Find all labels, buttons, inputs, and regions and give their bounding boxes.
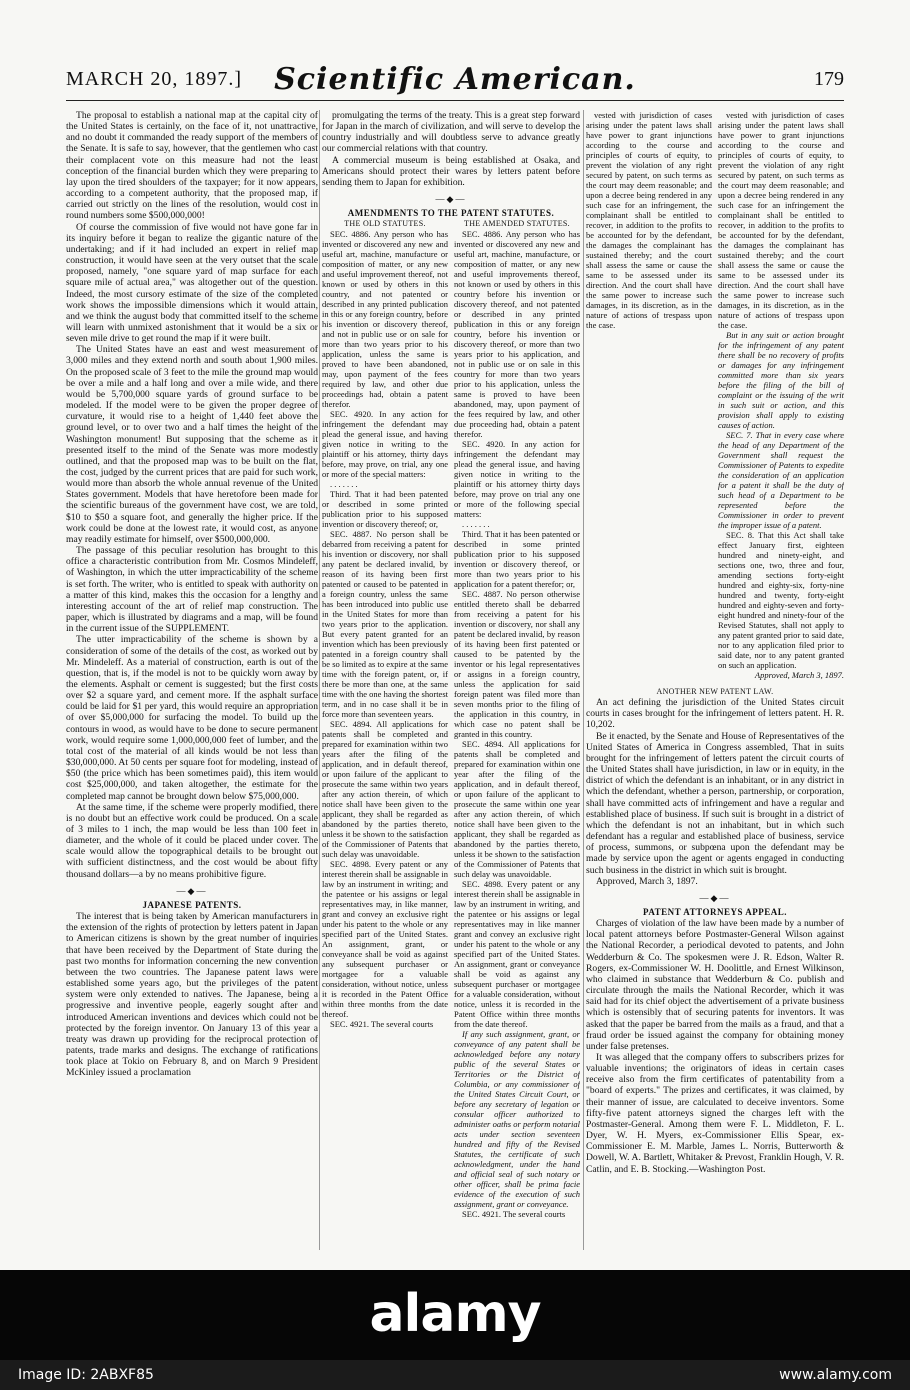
paragraph: Approved, March 3, 1897. xyxy=(596,875,698,887)
old-statutes-heading: THE OLD STATUTES. xyxy=(344,219,426,229)
image-id-label: Image ID: 2ABXF85 xyxy=(18,1367,154,1383)
amended-statutes-heading: THE AMENDED STATUTES. xyxy=(464,219,570,229)
statute-paragraph: . . . . . . . xyxy=(462,519,490,530)
amended-statutes-column xyxy=(718,110,844,680)
old-statutes-column xyxy=(586,110,712,680)
statute-paragraph: SEC. 4921. The several courts xyxy=(462,1209,566,1220)
section-heading-japanese-patents: JAPANESE PATENTS. xyxy=(142,899,242,910)
paragraph: The proposal to establish a national map at the capital city of the United States is certainly, on the face of it, not unattractive, and no doubt it commanded the ready support of the members of the Senate. It is safe to say, however, that the gentlemen who cast their complacent vote on this measure had not the least conception of the financial burden which they were preparing to lay upon the tired shoulders of the taxpayer; for it now appears, according to a competent authority, that the proposed map, if carried out strictly on the lines of the resolution, would cost in round numbers some $500,000,000! xyxy=(66,110,318,222)
section-heading-new-patent-law: ANOTHER NEW PATENT LAW. xyxy=(656,687,774,696)
masthead-title: Scientific American. xyxy=(274,62,636,97)
statute-paragraph: Third. That it had been patented or described in some printed publication prior to his supposed invention or discovery thereof; or, xyxy=(322,489,448,530)
statutes-comparison xyxy=(322,219,580,1219)
statute-paragraph: vested with jurisdiction of cases arising under the patent laws shall have power to grant injunctions according to the course and principles of courts of equity, to prevent the violation of any right secured by patent, on such terms as the court may deem reasonable; and upon a decree being rendered in any such case for an infringement the complainant shall be entitled to recover, in addition to the profits to be accounted for by the defendant, the damages the complainant has sustained thereby; and the court shall assess the same or cause the same to be assessed under its direction. And the court shall have the same power to increase such damages, in its discretion, as in the nature of actions of trespass upon the case. xyxy=(718,110,844,330)
section-heading-attorneys-appeal: PATENT ATTORNEYS APPEAL. xyxy=(643,906,787,917)
header-rule xyxy=(66,100,844,101)
paragraph: Of course the commission of five would not have gone far in its inquiry before it began to realize the gigantic nature of the undertaking; and if it had included an expert in relief map construction, it would have seen at the very outset that the scale proposed, namely, "one square yard of map surface for each square mile of actual area," was altogether out of the question. Indeed, the most cursory estimate of the size of the completed work shows the impossible dimensions which it would attain, and we think the august body that committed itself to the scheme will learn with unmixed astonishment that it would be a six or seven mile drive to get round the map if it were built. xyxy=(66,221,318,345)
statute-paragraph: SEC. 4894. All applications for patents shall be completed and prepared for examination within two years after the filing of the application, and in default thereof, or upon failure of the applicant to prosecute the same within two years after any action therein, of which notice shall have been given to the applicant, they shall be regarded as abandoned by the parties thereto, unless it be shown to the satisfaction of the Commissioner of Patents that such delay was unavoidable. xyxy=(322,719,448,860)
site-url: www.alamy.com xyxy=(779,1367,892,1383)
column-divider xyxy=(319,110,320,1250)
paragraph: The United States have an east and west measurement of 3,000 miles and they extend north and south about 1,900 miles. On the proposed scale of 3 feet to the mile the ground map would be over a mile and a half long and over a mile wide, and there would be 5,700,000 square yards of ground surface to be modeled. If the model were to be given the proper degree of curvature, it would rise to a height of 1,440 feet above the ground level, or to over two and a half times the height of the Washington monument! But supposing that the scheme as it presented itself to the mind of the Senate was more modestly outlined, and that the proposed map was to be built on the flat, the cost, judged by the current prices that are paid for such work, would more than absorb the whole annual revenue of the United States government. Models that have heretofore been made for the scientific bureaus of the government have cost, we are told, $10 to $50 a square foot, and generally the higher price. If the work could be done at the lowest rate, it would cost, as anyone may readily estimate for himself, over $500,000,000. xyxy=(66,344,318,545)
amended-statutes-column xyxy=(454,219,580,1219)
statute-paragraph: If any such assignment, grant, or conveyance of any patent shall be acknowledged before any notary public of the several States or Territories or the District of Columbia, or any commissioner of the United States Circuit Court, or before any secretary of legation or consular officer authorized to administer oaths or perform notarial acts under section seventeen hundred and fifty of the Revised Statutes, the certificate of such acknowledgment, under the hand and official seal of such notary or other officer, shall be prima facie evidence of the execution of such assignment, grant or conveyance. xyxy=(454,1029,580,1210)
paragraph: promulgating the terms of the treaty. This is a great step forward for Japan in the march of civilization, and will serve to develop the country industrially and will doubtless serve to advance greatly our commercial relations with that country. xyxy=(322,110,580,155)
old-statutes-column xyxy=(322,219,448,1219)
section-ornament: —◆— xyxy=(435,194,467,205)
statute-paragraph: SEC. 7. That in every case where the head of any Department of the Government shall request the Commissioner of Patents to expedite the consideration of an application for a patent it shall be the duty of such head of a Department to be represented before the Commissioner in order to prevent the improper issue of a patent. xyxy=(718,430,844,530)
approval-date: Approved, March 3, 1897. xyxy=(754,670,844,680)
paragraph: The passage of this peculiar resolution has brought to this office a characteristic contribution from Mr. Cosmos Mindeleff, of Washington, in which the utter impracticability of the scheme is set forth. The writer, who is entitled to speak with authority on a matter of this kind, makes this the occasion for a lengthy and interesting account of the art of relief map construction. The paper, which is illustrated by diagrams and a map, will be found in the current issue of the SUPPLEMENT. xyxy=(66,545,318,635)
statute-paragraph: SEC. 8. That this Act shall take effect January first, eighteen hundred and ninety-eight, and sections one, two, three and four, amending sections forty-eight hundred and eighty-six, forty-nine hundred and twenty, forty-eight hundred and eighty-seven and forty-eight hundred and ninety-four of the Revised Statutes, shall not apply to any patent granted prior to said date, nor to any application filed prior to said date, nor to any patent granted on such an application. xyxy=(718,530,844,670)
issue-date: MARCH 20, 1897.] xyxy=(66,68,243,90)
paragraph: The utter impracticability of the scheme is shown by a consideration of some of the details of the cost, as worked out by Mr. Mindeleff. As a material of construction, earth is out of the question, that is, if the model is not to be quickly worn away by the elements. Asphalt or cement is suggested; but the first costs over $2 a square yard, and cement more. If the asphalt surface could be laid for $1 per yard, this would require an appropriation of over $5,000,000 for surfacing the model. To build up the contours in wood, as would have to be done to secure permanent work, would require some 1,000,000,000 feet of lumber, and the total cost of the material of all kinds would be not less than $30,000,000. At 50 cents per square foot for modeling, instead of $50 (the price which has been sometimes paid), this item would cost $25,000,000, and taken altogether, the estimate for the completed map cannot be brought down below $75,000,000. xyxy=(66,634,318,802)
alamy-logo: alamy xyxy=(369,1284,541,1344)
section-ornament: —◆— xyxy=(176,885,208,896)
statute-paragraph: SEC. 4920. In any action for infringement the defendant may plead the general issue, and having given notice in writing to the plaintiff or his attorney, thirty days before, may prove, on trial, any one or more of the special matters: xyxy=(322,409,448,480)
section-ornament: —◆— xyxy=(699,892,731,903)
paragraph: A commercial museum is being established at Osaka, and Americans should protect their wares by letters patent before sending them to Japan for exhibition. xyxy=(322,154,580,188)
paragraph: It was alleged that the company offers to subscribers prizes for valuable inventions; the originators of ideas in certain cases receive also from the firm certificates of patentability from a "board of experts." The prizes and certificates, it was claimed, by their manner of issue, are calculated to deceive inventors. Some fifty-five patent attorneys signed the charges left with the Postmaster-General. Among them were F. L. Middleton, F. L. Dyer, W. H. Myers, ex-Commissioner Ellis Spear, ex-Commissioner E. M. Marble, James L. Norris, Butterworth & Dowell, W. A. Bartlett, Whitaker & Prevost, Franklin Hough, V. R. Catlin, and E. B. Stocking.—Washington Post. xyxy=(586,1052,844,1175)
column-2 xyxy=(322,110,580,1250)
statute-paragraph: . . . . . . . xyxy=(330,479,358,490)
statute-paragraph: Third. That it has been patented or described in some printed publication prior to his supposed invention or discovery thereof, or more than two years prior to his application for a patent therefor; or, xyxy=(454,529,580,590)
page-header xyxy=(66,62,844,98)
page-number: 179 xyxy=(814,68,844,90)
paragraph: At the same time, if the scheme were properly modified, there is no doubt but an effective work could be produced. On a scale of 3 miles to 1 inch, the map would be less than 100 feet in diameter, and the whole of it could be placed under cover. The scale would allow the topographical details to be brought out with sufficient distinctness, and the cost would be about fifty thousand dollars—a by no means prohibitive figure. xyxy=(66,801,318,880)
statute-paragraph: vested with jurisdiction of cases arising under the patent laws shall have power to grant injunctions according to the course and principles of courts of equity, to prevent the violation of any right secured by patent, on such terms as the court may deem reasonable; and upon a decree being rendered in any such case for an infringement, the complainant shall be entitled to recover, in addition to the profits to be accounted for by the defendant, the damages the complainant has sustained thereby; and the court shall assess the same or cause the same to be assessed under its direction. And the court shall have the same power to increase such damages, in its discretion, as in the nature of actions of trespass upon the case. xyxy=(586,110,712,330)
statute-paragraph: SEC. 4887. No person shall be debarred from receiving a patent for his invention or discovery, nor shall any patent be declared invalid, by reason of its having been first patented or caused to be patented in a foreign country, unless the same has been introduced into public use in the United States for more than two years prior to the application. But every patent granted for an invention which has been previously patented in a foreign country shall be so limited as to expire at the same time with the foreign patent, or, if there be more than one, at the same time with the one having the shortest term, and in no case shall it be in force more than seventeen years. xyxy=(322,529,448,720)
statute-paragraph: SEC. 4886. Any person who has invented or discovered any new and useful art, machine, manufacture or composition of matter, or any new and useful improvement thereof, not known or used by others in this country, and not patented or described in any printed publication in this or any foreign country, before his invention or discovery thereof, and not in public use or on sale for more than two years prior to his application, unless the same is proved to have been abandoned, may, upon payment of the fees required by law, and other due proceedings had, obtain a patent therefor. xyxy=(322,229,448,410)
column-3 xyxy=(586,110,844,1250)
statute-paragraph: SEC. 4894. All applications for patents shall be completed and prepared for examination within one year after the filing of the application, and in default thereof, or upon failure of the applicant to prosecute the same within one year after any action therein, of which notice shall have been given to the applicant, they shall be regarded as abandoned by the parties thereto, unless it be shown to the satisfaction of the Commissioner of Patents that such delay was unavoidable. xyxy=(454,739,580,880)
column-1 xyxy=(66,110,318,1250)
statute-paragraph: SEC. 4898. Every patent or any interest therein shall be assignable in law by an instrument in writing, and the patentee or his assigns or legal representatives may in like manner grant and convey an exclusive right under his patent to the whole or any specified part of the United States. An assignment, grant or conveyance shall be void as against any subsequent purchaser or mortgagee for a valuable consideration, without notice, unless it is recorded in the Patent Office within three months from the date thereof. xyxy=(454,879,580,1030)
stock-watermark-banner xyxy=(0,1270,910,1390)
section-heading-amendments: AMENDMENTS TO THE PATENT STATUTES. xyxy=(347,208,555,219)
column-divider xyxy=(583,110,584,1250)
statute-paragraph: But in any suit or action brought for the infringement of any patent there shall be no recovery of profits or damages for any infringement committed more than six years before the filing of the bill of complaint or the issuing of the writ in such suit or action, and this provision shall apply to existing causes of action. xyxy=(718,330,844,430)
paragraph: Charges of violation of the law have been made by a number of local patent attorneys before Postmaster-General Wilson against the National Recorder, a periodical devoted to patents, and John Wedderburn & Co. The spokesmen were J. R. Edson, Walter R. Rogers, ex-Commissioner W. H. Doolittle, and Ernest Wilkinson, who claimed in substance that Wedderburn & Co. publish and circulate through the mails the National Recorder, which it was said had for its chief object the advertisement of a private business which is ostensibly that of securing patents for inventors. It was asked that the paper be barred from the mails as a fraud, and that a fraud order be issued against the company for obtaining money under false pretenses. xyxy=(586,918,844,1052)
statute-paragraph: SEC. 4887. No person otherwise entitled thereto shall be debarred from receiving a patent for his invention or discovery, nor shall any patent be declared invalid, by reason of its having been first patented or caused to be patented by the inventor or his legal representatives or assigns in a foreign country, unless the application for said foreign patent was filed more than seven months prior to the filing of the application in this country, in which case no patent shall be granted in this country. xyxy=(454,589,580,740)
statutes-comparison-continued xyxy=(586,110,844,680)
statute-paragraph: SEC. 4886. Any person who has invented or discovered any new and useful art, machine, manufacture, or composition of matter, or any new and useful improvements thereof, not known or used by others in this country before his invention or discovery thereof, and not patented or described in any printed publication in this or any foreign country, before his invention or discovery thereof, or more than two years prior to his application, and not in public use or on sale in this country for more than two years prior to his application, unless the same is proved to have been abandoned, may, upon payment of the fees required by law, and other due proceeding had, obtain a patent therefor. xyxy=(454,229,580,440)
statute-paragraph: SEC. 4920. In any action for infringement the defendant may plead the general issue, and having given notice in writing to the plaintiff or his attorney thirty days before, may prove on trial any one or more of the following special matters: xyxy=(454,439,580,520)
paragraph: An act defining the jurisdiction of the United States circuit courts in cases brought for the infringement of letters patent. H. R. 10,202. xyxy=(586,697,844,731)
paragraph: The interest that is being taken by American manufacturers in the extension of the rights of protection by letters patent in Japan to American citizens is shown by the great number of inquiries that have been received by the Department of State during the past two months for information concerning the new convention between the two countries. The Japanese patent laws were established some years ago, but the privileges of the patent system were only extended to natives. The Japanese, being a progressive and inventive people, eagerly sought after and introduced American inventions and devices which could not be protected by the foreign inventor. On January 13 of this year a treaty was drawn up providing for the reciprocal protection of patents, trade marks and designs. The exchange of ratifications took place at Tokio on February 8, and on March 9 President McKinley issued a proclamation xyxy=(66,911,318,1079)
statute-paragraph: SEC. 4898. Every patent or any interest therein shall be assignable in law by an instrument in writing; and the patentee or his assigns or legal representatives may, in like manner, grant and convey an exclusive right under his patent to the whole or any specified part of the United States. An assignment, grant, or conveyance shall be void as against any subsequent purchaser or mortgagee for a valuable consideration, without notice, unless it is recorded in the Patent Office within three months from the date thereof. xyxy=(322,859,448,1020)
national-map-article xyxy=(66,110,318,880)
paragraph: Be it enacted, by the Senate and House of Representatives of the United States of America in Congress assembled, That in suits brought for the infringement of letters patent the circuit courts of the United States shall have jurisdiction, in law or in equity, in the district of which the defendant is an inhabitant, or in any district in which the defendant, whether a person, partnership, or corporation, shall have committed acts of infringement and have a regular and established place of business. If such suit is brought in a district of which the defendant is not an inhabitant, but in which such defendant has a regular and established place of business, service of process, summons, or subpœna upon the defendant may be made by service upon the agent or agents engaged in conducting such business in the district in which suit is brought. xyxy=(586,730,844,876)
statute-paragraph: SEC. 4921. The several courts xyxy=(330,1019,434,1030)
